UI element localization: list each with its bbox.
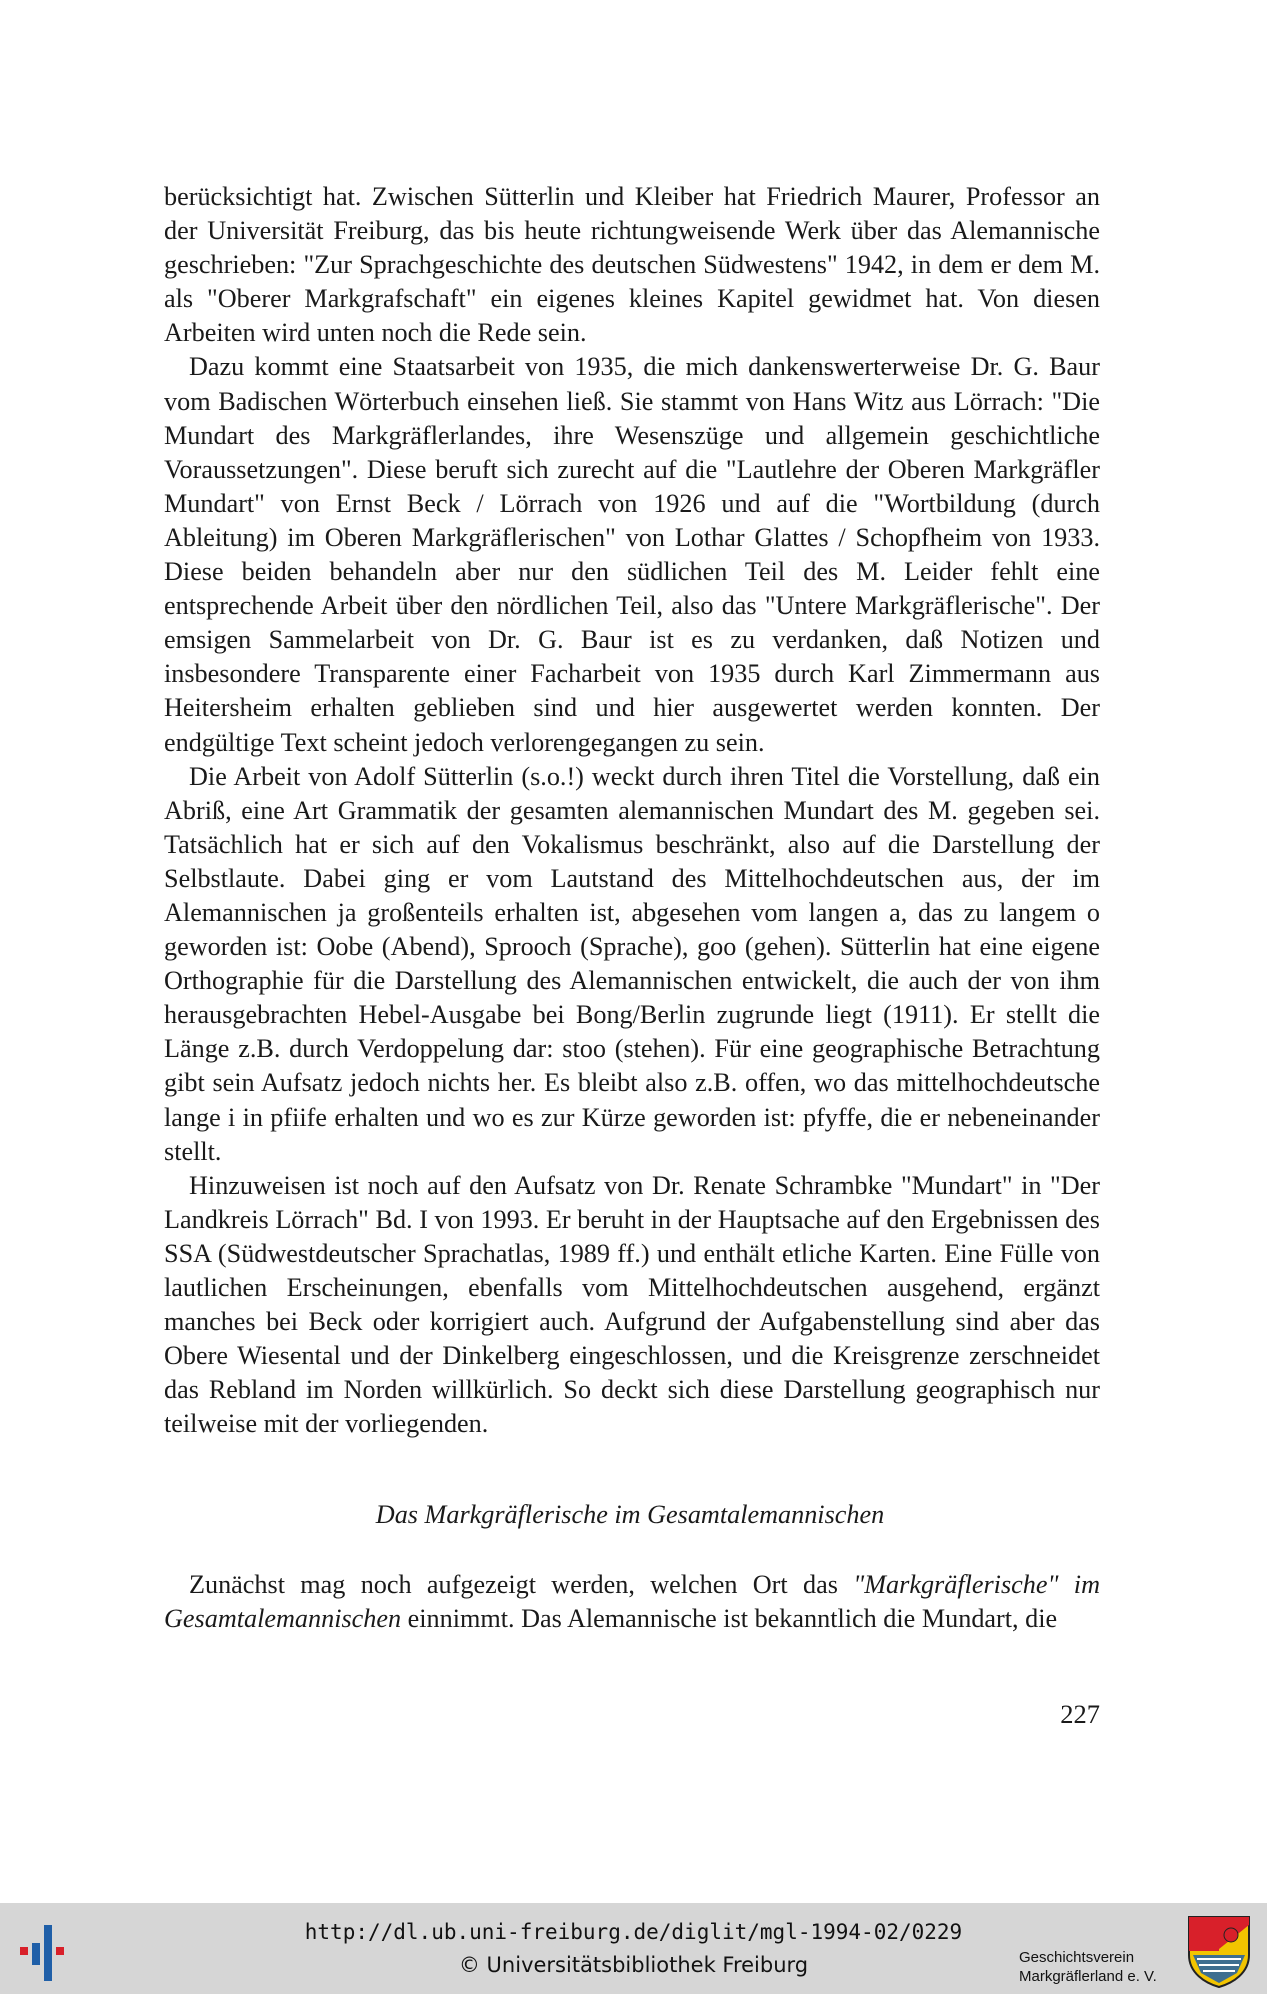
footer-org-line-1: Geschichtsverein	[1019, 1949, 1135, 1966]
paragraph-4: Hinzuweisen ist noch auf den Aufsatz von Dr. Renate Schrambke "Mundart" in "Der Landkreis Lörrach" Bd. I von 1993. Er beruht in der Hauptsache auf den Ergebnissen des SSA (Südwestdeutscher Sprachatlas, 1989 ff.) und enthält etliche Karten. Eine Fülle von lautlichen Erscheinungen, ebenfalls vom Mittelhochdeutschen ausgehend, ergänzt manches bei Beck oder korrigiert auch. Aufgrund der Aufgabenstellung sind aber das Obere Wiesental und der Dinkelberg eingeschlossen, und die Kreisgrenze zerschneidet das Rebland im Norden willkürlich. So deckt sich diese Darstellung geographisch nur teilweise mit der vorliegenden.	[164, 1170, 1100, 1439]
paragraph-5-italic: "Markgräflerische" im Gesamtalemannischen	[164, 1569, 1100, 1633]
footer-url[interactable]	[0, 1920, 1267, 1944]
paragraph-5-text-end: einnimmt. Das Alemannische ist bekanntlich die Mundart, die	[401, 1603, 1058, 1633]
paragraph-3: Die Arbeit von Adolf Sütterlin (s.o.!) weckt durch ihren Titel die Vorstellung, daß ein Abriß, eine Art Grammatik der gesamten alemannischen Mundart des M. gegeben sei. Tatsächlich hat er sich auf den Vokalismus beschränkt, also auf die Darstellung der Selbstlaute. Dabei ging er vom Lautstand des Mittelhochdeutschen aus, der im Alemannischen ja großenteils erhalten ist, abgesehen vom langen a, das zu langem o geworden ist: Oobe (Abend), Sprooch (Sprache), goo (gehen). Sütterlin hat eine eigene Orthographie für die Darstellung des Alemannischen entwickelt, die auch der von ihm herausgebrachten Hebel-Ausgabe bei Bong/Berlin zugrunde liegt (1911). Er stellt die Länge z.B. durch Verdoppelung dar: stoo (stehen). Für eine geographische Betrachtung gibt sein Aufsatz jedoch nichts her. Es bleibt also z.B. offen, wo das mittelhochdeutsche lange i in pfiife erhalten und wo es zur Kürze geworden ist: pfyffe, die er nebeneinander stellt.	[164, 761, 1100, 1166]
footer-bar	[0, 1903, 1267, 1994]
section-heading: Das Markgräflerische im Gesamtalemannischen	[375, 1500, 885, 1530]
footer-organization	[1019, 1948, 1179, 1986]
footer-org-line-2: Markgräflerland e. V.	[1019, 1968, 1157, 1985]
paragraph-5-text-start: Zunächst mag noch aufgezeigt werden, welchen Ort das	[189, 1569, 854, 1599]
footer-copyright: © Universitätsbibliothek Freiburg	[458, 1953, 809, 1977]
paragraph-2: Dazu kommt eine Staatsarbeit von 1935, die mich dankenswerterweise Dr. G. Baur vom Badischen Wörterbuch einsehen ließ. Sie stammt von Hans Witz aus Lörrach: "Die Mundart des Markgräflerlandes, ihre Wesenszüge und allgemein geschichtliche Voraussetzungen". Diese beruft sich zurecht auf die "Lautlehre der Oberen Markgräfler Mundart" von Ernst Beck / Lörrach von 1926 und auf die "Wortbildung (durch Ableitung) im Oberen Markgräflerischen" von Lothar Glattes / Schopfheim von 1933. Diese beiden behandeln aber nur den südlichen Teil des M. Leider fehlt eine entsprechende Arbeit über den nördlichen Teil, also das "Untere Markgräflerische". Der emsigen Sammelarbeit von Dr. G. Baur ist es zu verdanken, daß Notizen und insbesondere Transparente einer Facharbeit von 1935 durch Karl Zimmermann aus Heitersheim erhalten geblieben sind und hier ausgewertet werden konnten. Der endgültige Text scheint jedoch verlorengegangen zu sein.	[164, 352, 1100, 757]
paragraph-1: berücksichtigt hat. Zwischen Sütterlin und Kleiber hat Friedrich Maurer, Professor an der Universität Freiburg, das bis heute richtungweisende Werk über das Alemannische geschrieben: "Zur Sprachgeschichte des deutschen Südwestens" 1942, in dem er dem M. als "Oberer Markgrafschaft" ein eigenes kleines Kapitel gewidmet hat. Von diesen Arbeiten wird unten noch die Rede sein.	[164, 182, 1100, 348]
coat-of-arms-icon	[1187, 1915, 1251, 1989]
paragraph-5	[164, 1568, 1100, 1636]
page-number: 227	[1060, 1699, 1100, 1729]
footer-url-link[interactable]: http://dl.ub.uni-freiburg.de/diglit/mgl-1994-02/0229	[304, 1920, 963, 1944]
page-body	[164, 180, 1100, 1636]
